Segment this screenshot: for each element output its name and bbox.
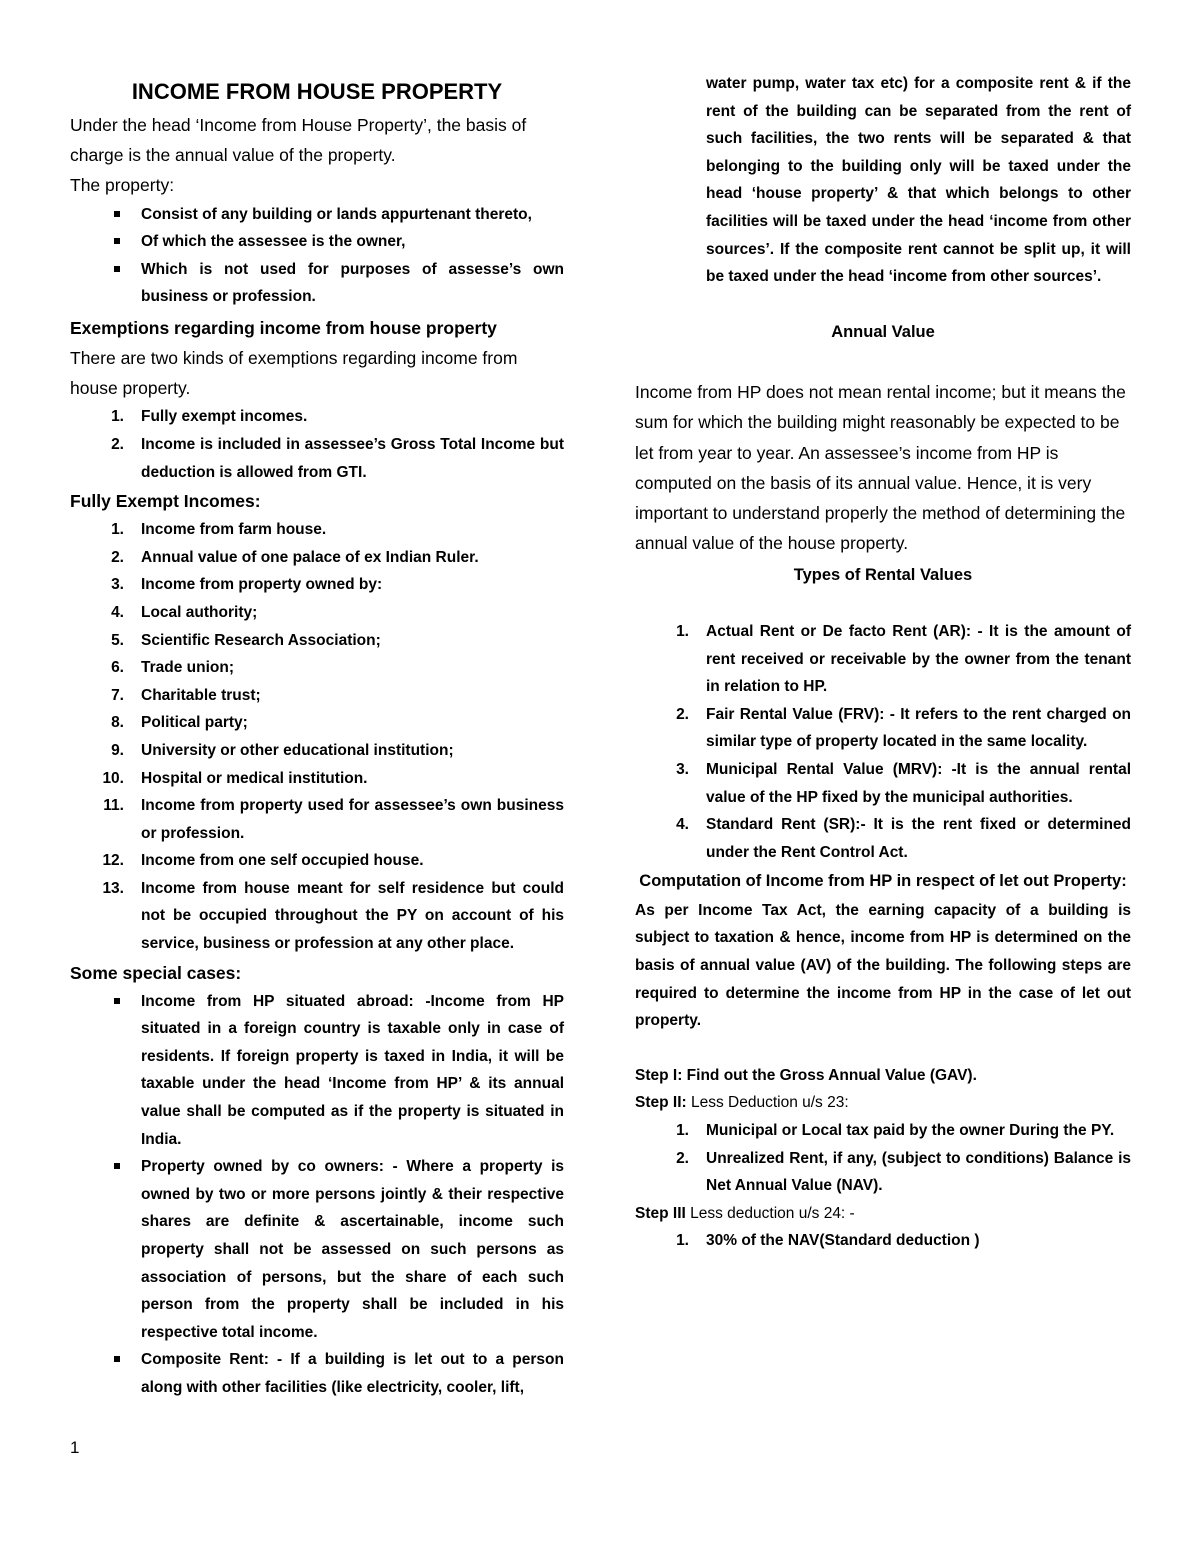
step-1: Step I: Find out the Gross Annual Value (GAV). [635,1066,977,1084]
page-number: 1 [70,1438,80,1457]
step-3: Step III Less deduction u/s 24: - [635,1204,855,1222]
list-item: Property owned by co owners: - Where a property is owned by two or more persons jointly & their respective shares are definite & ascertainable, income such property shall not be assessed on such persons as association of persons, but the share of each such person from the property shall be included in his respective total income. [70,1153,564,1346]
list-item: 2. Unrealized Rent, if any, (subject to conditions) Balance is Net Annual Value (NAV). [676,1149,1131,1195]
list-item: 2. Fair Rental Value (FRV): - It refers to the rent charged on similar type of property located in the same locality. [676,705,1132,751]
types-of-rental-values-heading: Types of Rental Values [793,566,973,585]
special-cases-heading: Some special cases: [70,962,242,983]
computation-heading: Computation of Income from HP in respect of let out Property: [639,872,1127,891]
composite-rent-continued: water pump, water tax etc) for a composite rent & if the rent of the building can be separated from the rent of such facilities, the two rents will be separated & that belonging to the building only will be taxed under the head ‘house property’ & that which belongs to other facilities will be taxed under the head ‘income from other sources’. If the composite rent cannot be split up, it will be taxed under the head ‘income from other sources’. [706,75,1131,286]
list-item: 9. University or other educational institution; [111,741,454,759]
annual-value-text: Income from HP does not mean rental income; but it means the sum for which the building might reasonably be expected to be let from year to year. An assessee’s income from HP is computed on the basis of its annual value. Hence, it is very important to understand properly the method of determining the annual value of the house property. [635,382,1126,554]
list-item: 3. Income from property owned by: [111,576,383,594]
intro-paragraph: Under the head ‘Income from House Property’, the basis of charge is the annual value of the property. [70,115,527,166]
fully-exempt-list [70,516,564,958]
square-bullet-icon [114,266,120,272]
list-item: 6. Trade union; [111,659,234,677]
list-item: 1. Actual Rent or De facto Rent (AR): - It is the amount of rent received or receivable by the owner from the tenant in relation to HP. [676,622,1131,696]
list-item: Consist of any building or lands appurtenant thereto, [70,201,564,229]
annual-value-heading: Annual Value [831,322,935,341]
list-item: 12. Income from one self occupied house. [102,852,424,870]
property-label: The property: [70,175,175,196]
list-item: 5. Scientific Research Association; [111,631,381,649]
step-2: Step II: Less Deduction u/s 23: [635,1094,849,1112]
exemptions-intro: There are two kinds of exemptions regarding income from house property. [70,347,518,399]
computation-text: As per Income Tax Act, the earning capacity of a building is subject to taxation & hence, income from HP is determined on the basis of annual value (AV) of the building. The following steps are required to determine the income from HP in the case of let out property. [635,901,1131,1030]
list-item: 11. Income from property used for assessee’s own business or profession. [103,797,564,842]
square-bullet-icon [114,1163,120,1169]
special-cases-list [70,988,564,1402]
list-item: 10. Hospital or medical institution. [102,769,368,787]
list-item: 1. Municipal or Local tax paid by the owner During the PY. [676,1121,1115,1139]
list-item: Composite Rent: - If a building is let out to a person along with other facilities (like electricity, cooler, lift, [70,1346,564,1401]
list-item: 1. Fully exempt incomes. [111,408,308,426]
square-bullet-icon [114,238,120,244]
list-item: 2. Annual value of one palace of ex Indian Ruler. [111,548,479,566]
rental-values-list [635,618,1131,866]
list-item: 2. Income is included in assessee’s Gross Total Income but deduction is allowed from GTI. [111,435,564,481]
square-bullet-icon [114,211,120,217]
page-title: INCOME FROM HOUSE PROPERTY [131,79,503,104]
list-item: 13. Income from house meant for self residence but could not be occupied throughout the PY on account of his service, business or profession at any other place. [102,879,564,953]
exemptions-heading: Exemptions regarding income from house property [70,317,497,338]
square-bullet-icon [114,998,120,1004]
list-item: Which is not used for purposes of assesse’s own business or profession. [70,256,564,311]
list-item: 4. Standard Rent (SR):- It is the rent fixed or determined under the Rent Control Act. [676,816,1132,861]
step-3-list [635,1227,1131,1255]
list-item: 1. Income from farm house. [111,521,327,539]
fully-exempt-heading: Fully Exempt Incomes: [70,491,261,512]
square-bullet-icon [114,1356,120,1362]
list-item: Income from HP situated abroad: -Income from HP situated in a foreign country is taxable only in case of residents. If foreign property is taxed in India, it will be taxable under the head ‘Income from HP’ & its annual value shall be computed as if the property is situated in India. [70,988,564,1154]
list-item: 8. Political party; [111,714,248,732]
list-item: 3. Municipal Rental Value (MRV): -It is the annual rental value of the HP fixed by the municipal authorities. [676,760,1132,806]
list-item: 7. Charitable trust; [111,686,261,704]
list-item: Of which the assessee is the owner, [70,228,564,256]
exemption-kinds-list [70,403,564,486]
step-2-list [635,1117,1131,1200]
right-column [635,70,1131,1255]
list-item: 4. Local authority; [111,603,258,621]
left-column [70,70,564,1402]
list-item: 1. 30% of the NAV(Standard deduction ) [676,1232,980,1250]
property-bullet-list [70,201,564,311]
